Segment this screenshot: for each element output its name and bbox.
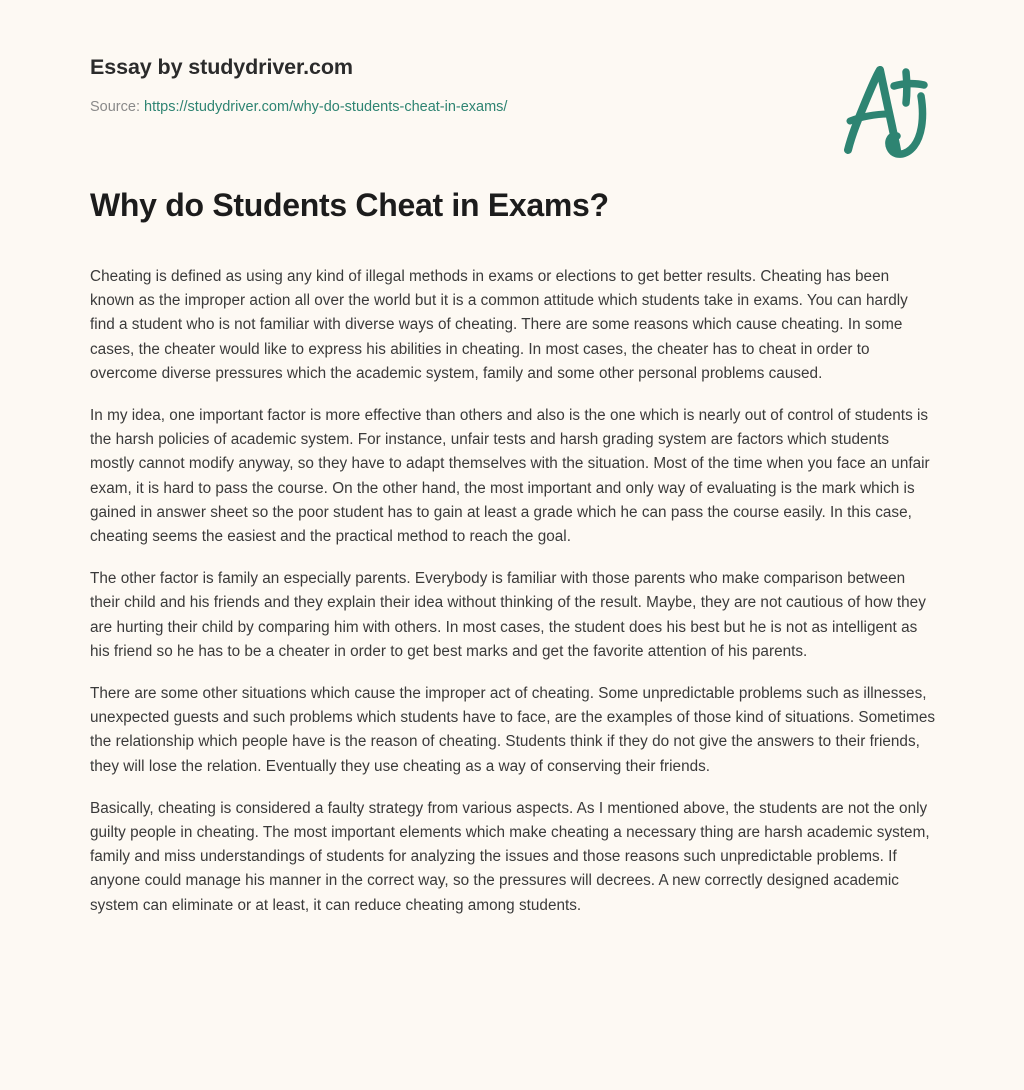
body-paragraph: The other factor is family an especially parents. Everybody is familiar with those parents who make comparison between their child and his friends and they explain their idea without thinking of the result. Maybe, they are not cautious of how they are hurting their child by comparing him with others. In most cases, the student does his best but he is not as intelligent as his friend so he has to be a cheater in order to get best marks and get the favorite attention of his parents. bbox=[90, 570, 926, 660]
body-paragraph: Basically, cheating is considered a faulty strategy from various aspects. As I mentioned above, the students are not the only guilty people in cheating. The most important elements which make cheating a necessary thing are harsh academic system, family and miss understandings of students for analyzing the issues and those reasons such unpredictable problems. If anyone could manage his manner in the correct way, so the pressures will decrees. A new correctly designed academic system can eliminate or at least, it can reduce cheating among students. bbox=[90, 799, 930, 914]
source-url-link[interactable]: https://studydriver.com/why-do-students-cheat-in-exams/ bbox=[144, 98, 508, 115]
article-container bbox=[0, 185, 1024, 918]
body-paragraph: Cheating is defined as using any kind of illegal methods in exams or elections to get better results. Cheating has been known as the improper action all over the world but it is a common attitude which students take in exams. You can hardly find a student who is not familiar with diverse ways of cheating. There are some reasons which cause cheating. In some cases, the cheater would like to express his abilities in cheating. In most cases, the cheater has to cheat in order to overcome diverse pressures which the academic system, family and some other personal problems caused. bbox=[90, 268, 908, 382]
article-body bbox=[90, 265, 936, 918]
brand-attribution: Essay by studydriver.com bbox=[90, 55, 353, 79]
body-paragraph: In my idea, one important factor is more effective than others and also is the one which is nearly out of control of students is the harsh policies of academic system. For instance, unfair tests and harsh grading system are factors which students mostly cannot modify anyway, so they have to adapt themselves with the situation. Most of the time when you face an unfair exam, it is hard to pass the course. On the other hand, the most important and only way of evaluating is the mark which is gained in answer sheet so the poor student has to gain at least a grade which he can pass the course easily. In this case, cheating seems the easiest and the practical method to reach the goal. bbox=[90, 407, 930, 546]
body-paragraph: There are some other situations which cause the improper act of cheating. Some unpredictable problems such as illnesses, unexpected guests and such problems which students have to face, are the examples of those kind of situations. Sometimes the relationship which people have is the reason of cheating. Students think if they do not give the answers to their friends, they will lose the relation. Eventually they use cheating as a way of conserving their friends. bbox=[90, 685, 936, 775]
a-plus-logo-icon bbox=[828, 58, 938, 168]
page-header bbox=[0, 0, 1024, 185]
page-title: Why do Students Cheat in Exams? bbox=[90, 187, 609, 223]
source-label: Source: bbox=[90, 98, 140, 115]
source-line bbox=[90, 98, 936, 117]
